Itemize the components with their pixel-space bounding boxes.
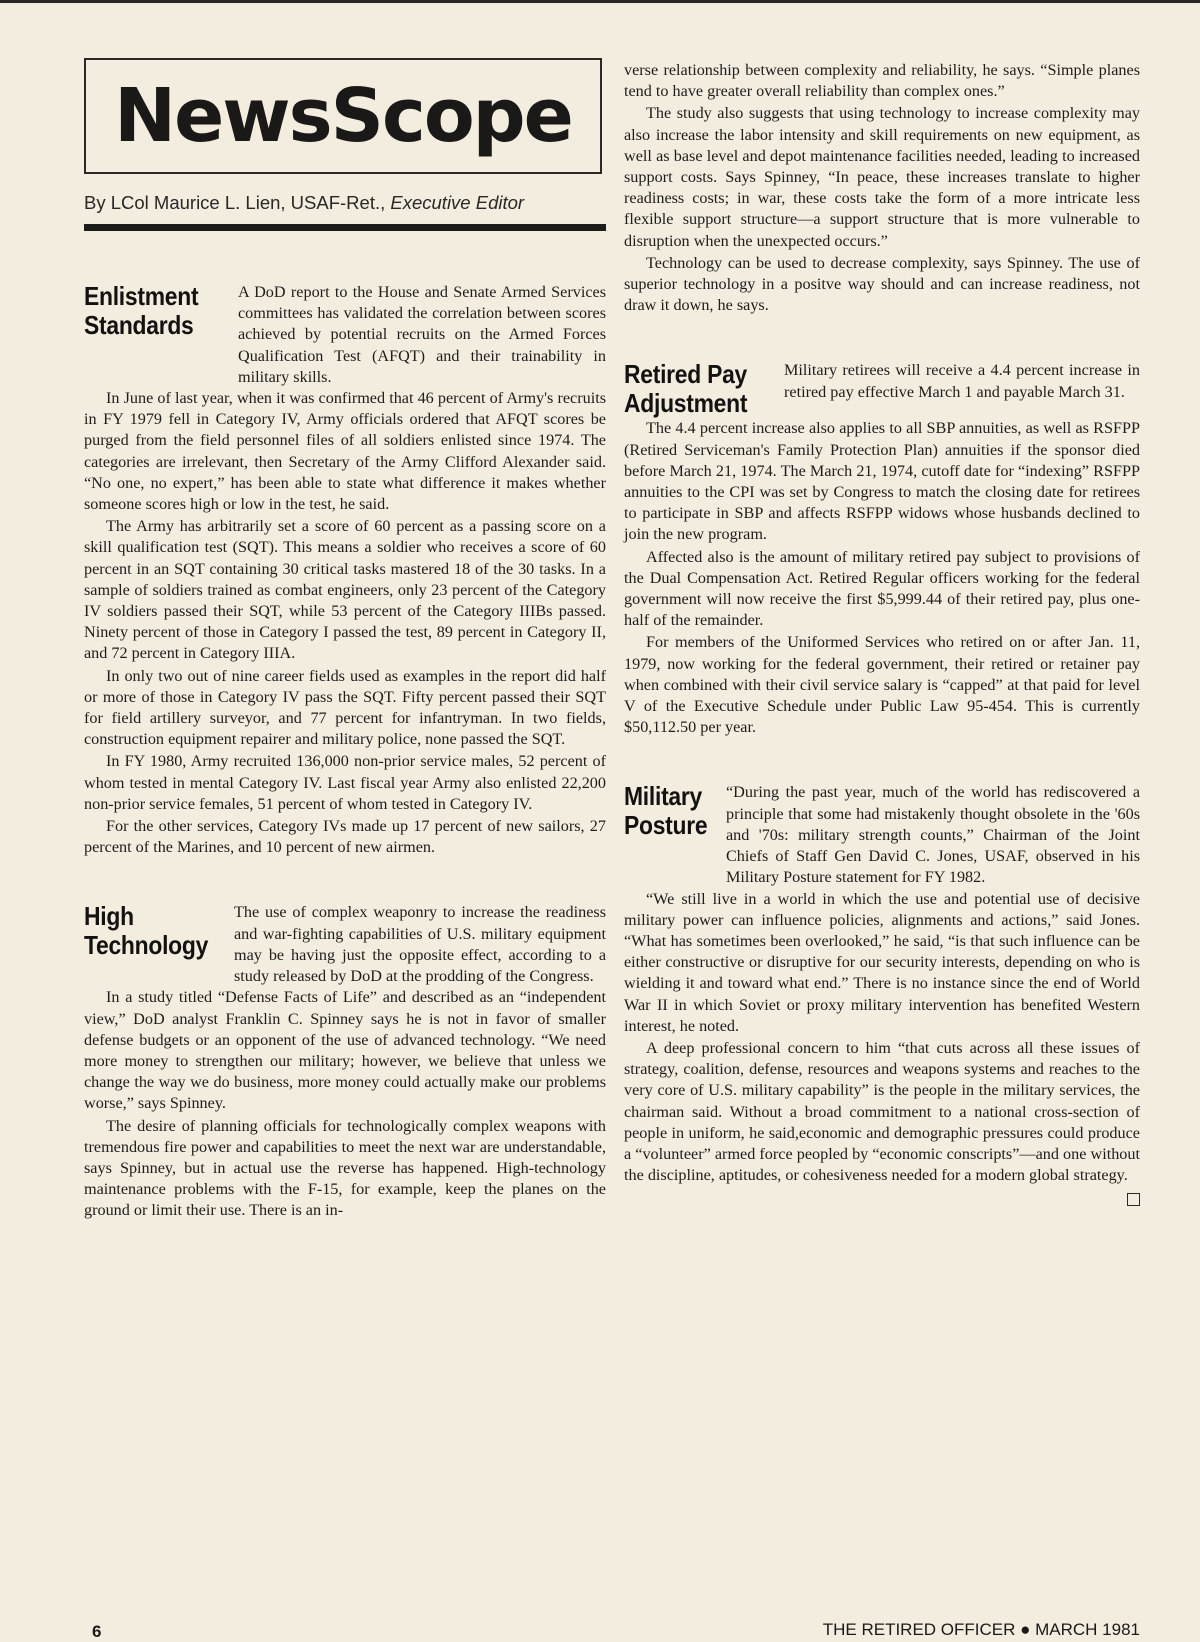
kicker-line: Retired Pay: [624, 359, 747, 390]
section-military-posture: [624, 782, 1140, 1186]
kicker-line: Technology: [84, 930, 209, 961]
lead-paragraph: A DoD report to the House and Senate Armed Services committees has validated the correlation between scores achieved by potential recruits on the Armed Forces Qualification Test (AFQT) and their trainability in military skills.: [238, 283, 606, 386]
paragraph: The 4.4 percent increase also applies to all SBP annuities, as well as RSFPP (Retired Serviceman's Family Protection Plan) annuities if the sponsor died before March 21, 1974. The March 21, 1974, cutoff date for “indexing” RSFPP annuities to the CPI was set by Congress to match the closing date for retirees to participate in SBP and affects RSFPP widows whose husbands declined to join the new program.: [624, 419, 1140, 544]
paragraph: The Army has arbitrarily set a score of 60 percent as a passing score on a skill qualification test (SQT). This means a soldier who receives a score of 60 percent in an SQT containing 30 critical tasks mastered 18 of the 30 tasks. In a sample of soldiers trained as combat engineers, only 23 percent of the Category IV soldiers passed their SQT, while 53 percent of the Category IIIBs passed. Ninety percent of those in Category I passed the test, 89 percent in Category II, and 72 percent in Category IIIA.: [84, 517, 606, 663]
paragraph-continued: verse relationship between complexity and reliability, he says. “Simple planes tend to have greater overall reliability than complex ones.”: [624, 61, 1140, 101]
paragraph: In June of last year, when it was confirmed that 46 percent of Army's recruits in FY 1979 fell in Category IV, Army officials ordered that AFQT scores be purged from the field personnel files of all soldiers enlisted since 1974. The categories are irrelevant, then Secretary of the Army Clifford Alexander said. “No one, no expert,” has been able to state what difference it makes whether someone scores high or low in the test, he said.: [84, 389, 606, 514]
kicker-line: Enlistment: [84, 281, 199, 311]
byline-role: Executive Editor: [390, 192, 525, 213]
paragraph: The desire of planning officials for technologically complex weapons with tremendous fire power and capabilities to meet the next war are understandable, says Spinney, but in actual use the reverse has happened. High-technology maintenance problems with the F-15, for example, keep the planes on the ground or limit their use. There is an in-: [84, 1116, 606, 1220]
page-number: 6: [92, 1622, 102, 1641]
paragraph: In only two out of nine career fields used as examples in the report did half or more of those in Category IV pass the SQT. Fifty percent passed their SQT for field artillery surveyor, and 77 percent for infantryman. In two fields, construction equipment repairer and military police, none passed the SQT.: [84, 666, 606, 749]
paragraph: “We still live in a world in which the use and potential use of decisive military power can influence policies, alignments and actions,” said Jones. “What has sometimes been overlooked,” he said, “is that such influence can be either constructive or disruptive for our security interests, depending on who is wielding it and toward what end.” There is no instance since the end of World War II in which Soviet or proxy military intervention has benefited Western interest, he noted.: [624, 889, 1140, 1035]
byline-rule: [84, 224, 606, 231]
paragraph: For the other services, Category IVs made up 17 percent of new sailors, 27 percent of the Marines, and 10 percent of new airmen.: [84, 817, 606, 857]
paragraph: In FY 1980, Army recruited 136,000 non-prior service males, 52 percent of whom tested in mental Category IV. Last fiscal year Army also enlisted 22,200 non-prior service females, 51 percent of whom tested in Category IV.: [84, 752, 606, 813]
right-column: [624, 60, 1140, 1206]
paragraph: Affected also is the amount of military retired pay subject to provisions of the Dual Compensation Act. Retired Regular officers working for the federal government will now receive the first $5,999.44 of their retired pay, plus one-half of the remainder.: [624, 547, 1140, 630]
paragraph: In a study titled “Defense Facts of Life” and described as an “independent view,” DoD analyst Franklin C. Spinney says he is not in favor of smaller defense budgets or an opponent of the use of advanced technology. “We need more money to strengthen our military; however, we believe that unless we change the way we do business, more money could actually make our problems worse,” says Spinney.: [84, 988, 606, 1113]
top-rule: [0, 0, 1200, 3]
lead-paragraph: “During the past year, much of the world has rediscovered a principle that some had mistakenly thought obsolete in the '60s and '70s: military strength counts,” Chairman of the Joint Chiefs of Staff Gen David C. Jones, USAF, observed in his Military Posture statement for FY 1982.: [726, 783, 1140, 887]
byline-author: By LCol Maurice L. Lien, USAF-Ret.,: [84, 192, 391, 213]
masthead-box: [84, 58, 602, 174]
lead-paragraph: The use of complex weaponry to increase the readiness and war-fighting capabilities of U.S. military equipment may be having just the opposite effect, according to a study released by DoD at the prodding of the Congress.: [234, 903, 606, 986]
section-high-technology: [84, 902, 606, 1221]
kicker-line: Adjustment: [624, 388, 748, 419]
paragraph: For members of the Uniformed Services who retired on or after Jan. 11, 1979, now working for the federal government, their retired or retainer pay when combined with their civil service salary is “capped” at that paid for level V of the Executive Schedule under Public Law 95-454. This is currently $50,112.50 per year.: [624, 633, 1140, 737]
lead-enlistment: [84, 282, 606, 388]
section-enlistment: [84, 282, 606, 858]
kicker-enlistment: [84, 282, 225, 340]
kicker-line: Posture: [624, 810, 708, 841]
masthead-title: NewsScope: [114, 73, 572, 159]
kicker-military-posture: [624, 782, 714, 840]
kicker-retired-pay: [624, 360, 765, 418]
kicker-line: Military: [624, 781, 703, 812]
lead-high-technology: [84, 902, 606, 987]
byline: [84, 192, 614, 214]
kicker-high-technology: [84, 902, 216, 960]
section-retired-pay: [624, 360, 1140, 738]
paragraph: The study also suggests that using technology to increase complexity may also increase the labor intensity and skill requirements on new equipment, as well as base level and depot maintenance facilities needed, leading to increased support costs. Says Spinney, “In peace, these increases translate to higher readiness costs; in war, these costs take the form of a more intricate less flexible support structure—a support structure that is more vulnerable to disruption when the unexpected occurs.”: [624, 104, 1140, 250]
paragraph: A deep professional concern to him “that cuts across all these issues of strategy, coalition, defense, resources and weapons systems and reaches to the very core of U.S. military capability” is the people in the military services, the chairman said. Without a broad commitment to a national cross-section of people in uniform, he said,economic and demographic pressures could produce a “volunteer” armed force peopled by “economic conscripts”—and one without the discipline, aptitudes, or cohesiveness needed for a modern global strategy.: [624, 1038, 1140, 1185]
end-of-article-mark: [1127, 1193, 1140, 1206]
kicker-line: Standards: [84, 310, 194, 340]
paragraph: Technology can be used to decrease complexity, says Spinney. The use of superior technology in a positve way should and can increase readiness, not draw it down, he says.: [624, 253, 1140, 315]
lead-retired-pay: [624, 360, 1140, 418]
left-column: [84, 282, 606, 1223]
lead-paragraph: Military retirees will receive a 4.4 percent increase in retired pay effective March 1 and payable March 31.: [784, 361, 1140, 401]
publication-footer: THE RETIRED OFFICER ● MARCH 1981: [822, 1620, 1140, 1639]
lead-military-posture: [624, 782, 1140, 888]
kicker-line: High: [84, 901, 134, 932]
